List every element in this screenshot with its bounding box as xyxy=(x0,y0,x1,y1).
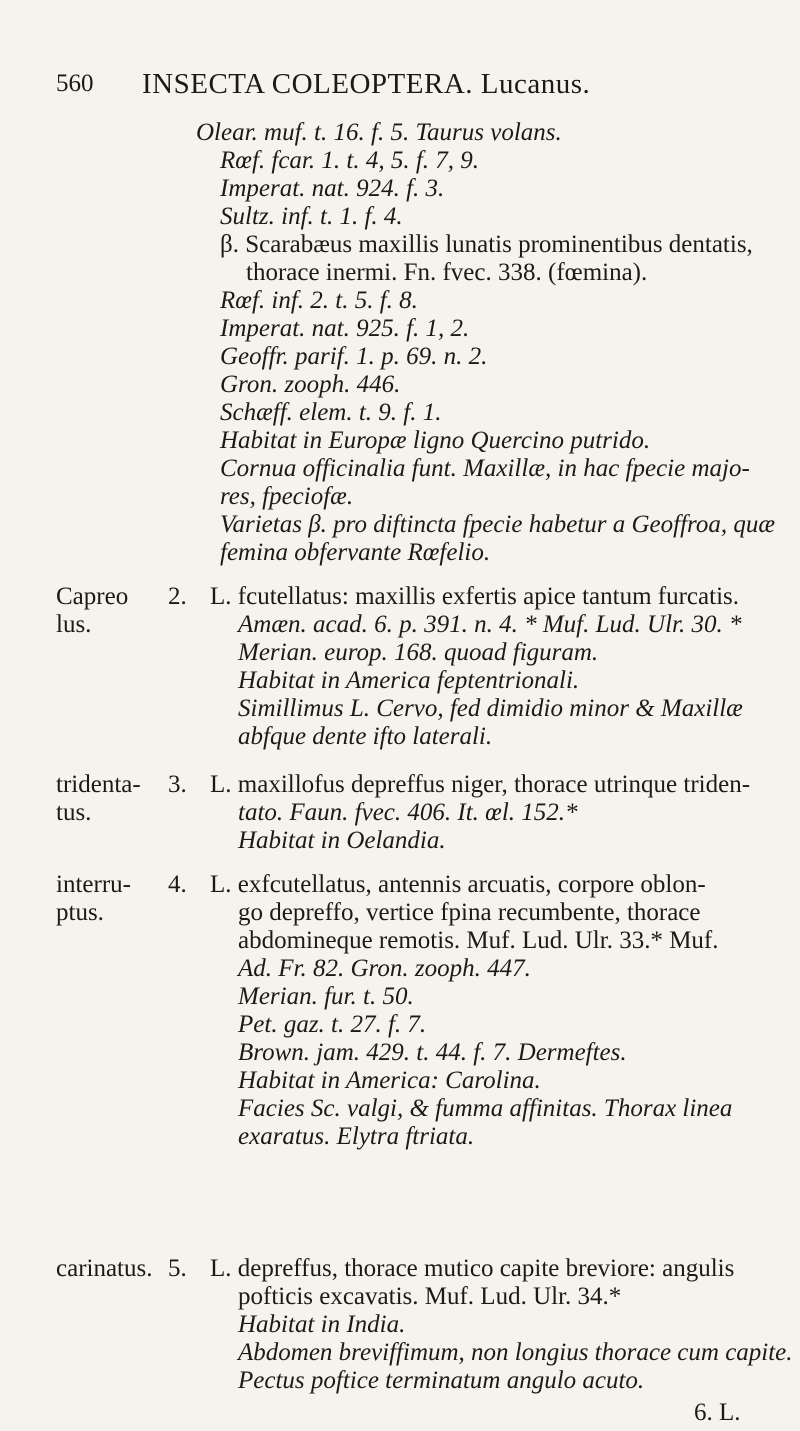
entry-number: 4. xyxy=(168,871,187,898)
text-line: Facies Sc. valgi, & fumma affinitas. Thorax linea xyxy=(238,1095,733,1122)
catchword: 6. L. xyxy=(694,1399,741,1426)
text-line: Simillimus L. Cervo, fed dimidio minor & Maxillæ xyxy=(238,695,743,722)
text-line: tato. Faun. fvec. 406. It. œl. 152.* xyxy=(238,799,578,826)
text-line: Habitat in Oelandia. xyxy=(238,827,446,854)
text-line: pofticis excavatis. Muf. Lud. Ulr. 34.* xyxy=(238,1283,622,1310)
text-line: thorace inermi. Fn. fvec. 338. (fœmina). xyxy=(246,259,648,286)
text-line: Abdomen breviffimum, non longius thorace cum capite. xyxy=(238,1339,793,1366)
margin-name: ptus. xyxy=(56,899,104,926)
text-line: Habitat in India. xyxy=(238,1311,406,1338)
text-line: Gron. zooph. 446. xyxy=(220,371,401,398)
text-line: abdomineque remotis. Muf. Lud. Ulr. 33.* Muf. xyxy=(238,927,719,954)
text-line: go depreffo, vertice fpina recumbente, thorace xyxy=(238,899,701,926)
entry-number: 5. xyxy=(168,1255,187,1282)
text-line: res, fpeciofæ. xyxy=(220,483,354,510)
page-number: 560 xyxy=(56,70,94,97)
text-line: L. exfcutellatus, antennis arcuatis, corpore oblon- xyxy=(210,871,706,898)
text-line: exaratus. Elytra ftriata. xyxy=(238,1123,475,1150)
text-line: β. Scarabæus maxillis lunatis prominentibus dentatis, xyxy=(220,231,753,258)
text-line: abfque dente ifto laterali. xyxy=(238,723,493,750)
text-line: L. depreffus, thorace mutico capite breviore: angulis xyxy=(210,1255,735,1282)
text-line: Imperat. nat. 924. f. 3. xyxy=(220,175,445,202)
text-line: Sultz. inf. t. 1. f. 4. xyxy=(220,203,403,230)
text-line: Geoffr. parif. 1. p. 69. n. 2. xyxy=(220,343,488,370)
text-line: Brown. jam. 429. t. 44. f. 7. Dermeftes. xyxy=(238,1039,627,1066)
running-title: INSECTA COLEOPTERA. Lucanus. xyxy=(142,68,591,100)
text-line: Habitat in America feptentrionali. xyxy=(238,667,580,694)
text-line: Merian. fur. t. 50. xyxy=(238,983,414,1010)
text-line: Rœf. fcar. 1. t. 4, 5. f. 7, 9. xyxy=(220,147,480,174)
text-line: Rœf. inf. 2. t. 5. f. 8. xyxy=(220,287,418,314)
text-line: Ad. Fr. 82. Gron. zooph. 447. xyxy=(238,955,531,982)
text-line: Habitat in Europæ ligno Quercino putrido. xyxy=(220,427,651,454)
margin-name: tridenta- xyxy=(56,771,141,798)
text-line: Pet. gaz. t. 27. f. 7. xyxy=(238,1011,427,1038)
margin-name: carinatus. xyxy=(56,1255,153,1282)
text-line: L. maxillofus depreffus niger, thorace utrinque triden- xyxy=(210,771,751,798)
text-line: Cornua officinalia funt. Maxillæ, in hac fpecie majo- xyxy=(220,455,750,482)
entry-number: 3. xyxy=(168,771,187,798)
text-line: Amæn. acad. 6. p. 391. n. 4. * Muf. Lud. Ulr. 30. * xyxy=(238,611,742,638)
text-line: Imperat. nat. 925. f. 1, 2. xyxy=(220,315,470,342)
margin-name: tus. xyxy=(56,799,92,826)
text-line: Varietas β. pro diftincta fpecie habetur a Geoffroa, quæ xyxy=(220,511,775,538)
text-line: Habitat in America: Carolina. xyxy=(238,1067,541,1094)
margin-name: lus. xyxy=(56,611,92,638)
text-line: Merian. europ. 168. quoad figuram. xyxy=(238,639,599,666)
text-line: femina obfervante Rœfelio. xyxy=(220,539,491,566)
page-header xyxy=(56,68,760,108)
entry-number: 2. xyxy=(168,583,187,610)
text-line: Pectus poftice terminatum angulo acuto. xyxy=(238,1367,645,1394)
margin-name: Capreo xyxy=(56,583,129,610)
text-line: L. fcutellatus: maxillis exfertis apice tantum furcatis. xyxy=(210,583,739,610)
text-line: Schæff. elem. t. 9. f. 1. xyxy=(220,399,442,426)
text-line: Olear. muf. t. 16. f. 5. Taurus volans. xyxy=(196,119,562,146)
margin-name: interru- xyxy=(56,871,131,898)
